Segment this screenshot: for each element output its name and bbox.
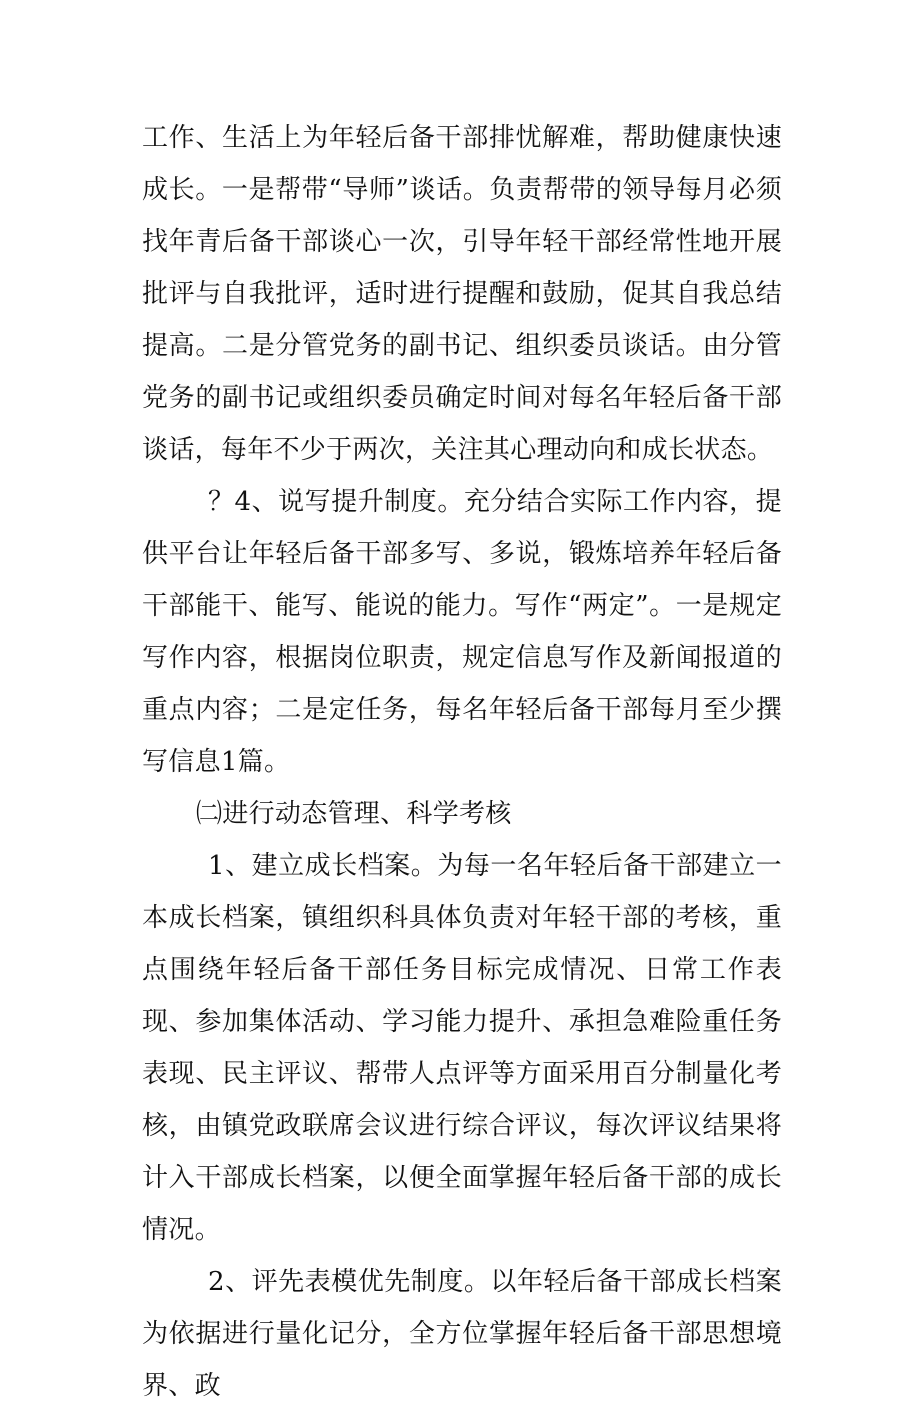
- paragraph-priority-evaluation: 2、评先表模优先制度。以年轻后备干部成长档案为依据进行量化记分，全方位掌握年轻后备干部思想境界、政: [142, 1267, 782, 1401]
- section-heading-dynamic-management: ㈡进行动态管理、科学考核: [196, 799, 512, 829]
- paragraph-continuation: 工作、生活上为年轻后备干部排忧解难，帮助健康快速成长。一是帮带“导师”谈话。负责帮带的领导每月必须找年青后备干部谈心一次，引导年轻干部经常性地开展批评与自我批评，适时进行提醒和鼓励，促其自我总结提高。二是分管党务的副书记、组织委员谈话。由分管党务的副书记或组织委员确定时间对每名年轻后备干部谈话，每年不少于两次，关注其心理动向和成长状态。: [142, 123, 782, 465]
- document-body: [142, 112, 782, 1412]
- paragraph-speaking-writing-system: ？4、说写提升制度。充分结合实际工作内容，提供平台让年轻后备干部多写、多说，锻炼培养年轻后备干部能干、能写、能说的能力。写作“两定”。一是规定写作内容，根据岗位职责，规定信息写作及新闻报道的重点内容；二是定任务，每名年轻后备干部每月至少撰写信息1篇。: [142, 487, 782, 777]
- paragraph-growth-archive: 1、建立成长档案。为每一名年轻后备干部建立一本成长档案，镇组织科具体负责对年轻干部的考核，重点围绕年轻后备干部任务目标完成情况、日常工作表现、参加集体活动、学习能力提升、承担急难险重任务表现、民主评议、帮带人点评等方面采用百分制量化考核，由镇党政联席会议进行综合评议，每次评议结果将计入干部成长档案，以便全面掌握年轻后备干部的成长情况。: [142, 851, 782, 1245]
